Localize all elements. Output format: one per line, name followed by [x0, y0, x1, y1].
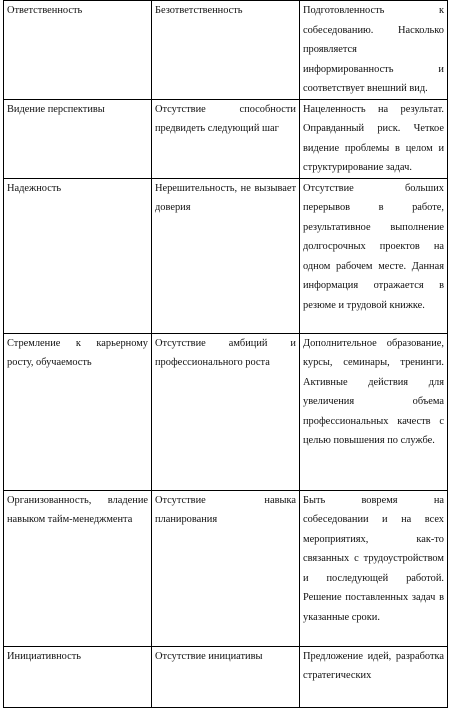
quality-cell: [4, 178, 152, 333]
evidence-cell: [300, 99, 448, 178]
negative-text: Отсутствие навыка планирования: [155, 494, 296, 525]
quality-cell: [4, 333, 152, 490]
qualities-table: [3, 0, 448, 708]
quality-text: Надежность: [7, 182, 62, 194]
table-row: [4, 333, 448, 490]
negative-text: Отсутствие амбиций и профессионального роста: [155, 337, 296, 368]
evidence-text: Предложение идей, разработка стратегических: [303, 650, 444, 681]
negative-cell: [152, 490, 300, 646]
evidence-cell: [300, 646, 448, 707]
negative-cell: [152, 178, 300, 333]
quality-cell: [4, 490, 152, 646]
quality-text: Инициативность: [7, 650, 82, 662]
evidence-cell: [300, 1, 448, 100]
negative-cell: [152, 646, 300, 707]
negative-text: Отсутствие инициативы: [155, 650, 263, 662]
quality-cell: [4, 99, 152, 178]
quality-text: Ответственность: [7, 5, 83, 16]
evidence-text: Подготовленность к собеседованию. Насколько проявляется информированность и соответствует внешний вид.: [303, 5, 444, 94]
quality-text: Видение перспективы: [7, 103, 105, 115]
evidence-text: Отсутствие больших перерывов в работе, результативное выполнение долгосрочных проектов на одном рабочем месте. Данная информация отражается в резюме и трудовой книжке.: [303, 182, 444, 311]
quality-cell: [4, 1, 152, 100]
evidence-text: Быть вовремя на собеседовании и на всех мероприятиях, как-то связанных с трудоустройством и последующей работой. Решение поставленных задач в указанные сроки.: [303, 494, 444, 623]
negative-text: Безответственность: [155, 5, 243, 16]
negative-cell: [152, 99, 300, 178]
table-row: [4, 490, 448, 646]
negative-cell: [152, 333, 300, 490]
negative-cell: [152, 1, 300, 100]
negative-text: Отсутствие способности предвидеть следующий шаг: [155, 103, 296, 134]
evidence-text: Нацеленность на результат. Оправданный риск. Четкое видение проблемы в целом и структурирование задач.: [303, 103, 444, 173]
quality-cell: [4, 646, 152, 707]
table-row: [4, 178, 448, 333]
evidence-cell: [300, 490, 448, 646]
table-row: [4, 646, 448, 707]
quality-text: Организованность, владение навыком тайм-менеджмента: [7, 494, 148, 525]
evidence-text: Дополнительное образование, курсы, семинары, тренинги. Активные действия для увеличения объема профессиональных качеств с целью повышения по службе.: [303, 337, 444, 446]
table-row: [4, 1, 448, 100]
quality-text: Стремление к карьерному росту, обучаемость: [7, 337, 148, 368]
evidence-cell: [300, 333, 448, 490]
evidence-cell: [300, 178, 448, 333]
table-row: [4, 99, 448, 178]
negative-text: Нерешительность, не вызывает доверия: [155, 182, 296, 213]
